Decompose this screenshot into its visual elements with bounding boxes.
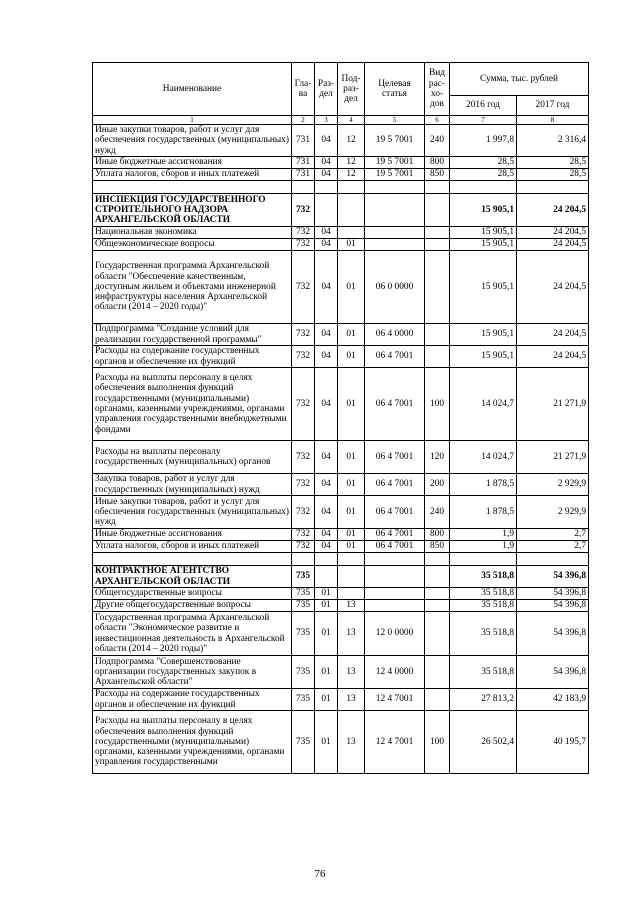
section-cell: 01 <box>315 656 338 689</box>
sum-2017-cell: 24 204,5 <box>517 227 589 239</box>
row-name: Иные бюджетные ассигнования <box>93 529 292 541</box>
table-row <box>93 125 589 157</box>
target-article-cell: 06 4 7001 <box>365 541 425 553</box>
chapter-cell: 735 <box>292 566 315 588</box>
row-name: Иные закупки товаров, работ и услуг для обеспечения государственных (муниципальных) нужд <box>93 496 292 529</box>
subsection-cell: 12 <box>338 169 365 181</box>
row-name: Подпрограмма "Создание условий для реализации государственной программы" <box>93 324 292 346</box>
sum-2017-cell: 24 204,5 <box>517 194 589 227</box>
subsection-cell: 01 <box>338 239 365 251</box>
budget-table <box>92 62 589 774</box>
column-number: 4 <box>338 116 365 125</box>
sum-2016-cell: 35 518,8 <box>450 588 517 600</box>
header-subsection: Под- раз- дел <box>338 63 365 116</box>
row-name: Расходы на выплаты персоналу в целях обеспечения выполнения функций государственными (муниципальными) органами, казенными учреждениями, органами управления государственными внебюджетными фондами <box>93 368 292 441</box>
empty-cell <box>450 181 517 194</box>
expense-type-cell <box>425 612 450 656</box>
table-row <box>93 474 589 496</box>
subsection-cell <box>338 227 365 239</box>
expense-type-cell <box>425 346 450 368</box>
row-name: Другие общегосударственные вопросы <box>93 600 292 612</box>
table-row <box>93 711 589 774</box>
chapter-cell: 735 <box>292 711 315 774</box>
empty-cell <box>315 553 338 566</box>
department-row <box>93 194 589 227</box>
chapter-cell: 735 <box>292 656 315 689</box>
sum-2017-cell: 54 396,8 <box>517 600 589 612</box>
row-name: Расходы на содержание государственных органов и обеспечение их функций <box>93 689 292 711</box>
chapter-cell: 731 <box>292 169 315 181</box>
empty-cell <box>292 181 315 194</box>
section-cell: 01 <box>315 588 338 600</box>
table-row <box>93 251 589 324</box>
subsection-cell: 01 <box>338 529 365 541</box>
empty-cell <box>315 181 338 194</box>
chapter-cell: 732 <box>292 227 315 239</box>
target-article-cell: 12 4 7001 <box>365 711 425 774</box>
row-name: Национальная экономика <box>93 227 292 239</box>
table-row <box>93 541 589 553</box>
sum-2016-cell: 27 813,2 <box>450 689 517 711</box>
section-cell: 04 <box>315 227 338 239</box>
sum-2016-cell: 35 518,8 <box>450 600 517 612</box>
chapter-cell: 735 <box>292 600 315 612</box>
subsection-cell: 01 <box>338 346 365 368</box>
expense-type-cell: 850 <box>425 541 450 553</box>
chapter-cell: 735 <box>292 612 315 656</box>
chapter-cell: 732 <box>292 324 315 346</box>
section-cell <box>315 194 338 227</box>
sum-2016-cell: 1 997,8 <box>450 125 517 157</box>
section-cell: 04 <box>315 251 338 324</box>
sum-2017-cell: 2,7 <box>517 541 589 553</box>
target-article-cell <box>365 239 425 251</box>
table-row <box>93 656 589 689</box>
subsection-cell: 01 <box>338 541 365 553</box>
sum-2016-cell: 35 518,8 <box>450 612 517 656</box>
empty-cell <box>365 553 425 566</box>
row-name: Расходы на выплаты персоналу в целях обеспечения выполнения функций государственными (муниципальными) органами, казенными учреждениями, органами управления государственными <box>93 711 292 774</box>
spacer-row <box>93 553 589 566</box>
target-article-cell: 06 4 7001 <box>365 474 425 496</box>
empty-cell <box>292 553 315 566</box>
empty-cell <box>517 553 589 566</box>
expense-type-cell <box>425 588 450 600</box>
column-number: 8 <box>517 116 589 125</box>
section-cell: 01 <box>315 711 338 774</box>
expense-type-cell: 240 <box>425 496 450 529</box>
subsection-cell: 01 <box>338 474 365 496</box>
sum-2016-cell: 15 905,1 <box>450 227 517 239</box>
row-name: Расходы на содержание государственных органов и обеспечение их функций <box>93 346 292 368</box>
row-name: Расходы на выплаты персоналу государственных (муниципальных) органов <box>93 441 292 474</box>
sum-2017-cell: 28,5 <box>517 169 589 181</box>
expense-type-cell <box>425 324 450 346</box>
page-number: 76 <box>314 868 326 880</box>
target-article-cell: 06 4 0000 <box>365 324 425 346</box>
expense-type-cell <box>425 600 450 612</box>
sum-2016-cell: 15 905,1 <box>450 194 517 227</box>
table-row <box>93 324 589 346</box>
sum-2017-cell: 2 316,4 <box>517 125 589 157</box>
sum-2016-cell: 14 024,7 <box>450 441 517 474</box>
header-year-2017: 2017 год <box>517 96 589 116</box>
chapter-cell: 732 <box>292 541 315 553</box>
empty-cell <box>338 181 365 194</box>
header-year-2016: 2016 год <box>450 96 517 116</box>
subsection-cell: 13 <box>338 600 365 612</box>
table-row <box>93 346 589 368</box>
section-cell <box>315 566 338 588</box>
row-name: Уплата налогов, сборов и иных платежей <box>93 541 292 553</box>
target-article-cell <box>365 194 425 227</box>
table-row <box>93 496 589 529</box>
subsection-cell <box>338 194 365 227</box>
chapter-cell: 732 <box>292 251 315 324</box>
sum-2016-cell: 28,5 <box>450 157 517 169</box>
section-cell: 04 <box>315 239 338 251</box>
empty-cell <box>450 553 517 566</box>
section-cell: 04 <box>315 474 338 496</box>
section-cell: 04 <box>315 541 338 553</box>
empty-cell <box>93 181 292 194</box>
empty-cell <box>93 553 292 566</box>
sum-2016-cell: 1,9 <box>450 529 517 541</box>
table-row <box>93 157 589 169</box>
subsection-cell: 13 <box>338 711 365 774</box>
sum-2017-cell: 24 204,5 <box>517 346 589 368</box>
chapter-cell: 732 <box>292 474 315 496</box>
sum-2017-cell: 54 396,8 <box>517 656 589 689</box>
expense-type-cell: 120 <box>425 441 450 474</box>
table-header <box>93 63 589 125</box>
chapter-cell: 735 <box>292 588 315 600</box>
target-article-cell: 12 0 0000 <box>365 612 425 656</box>
subsection-cell: 12 <box>338 157 365 169</box>
target-article-cell: 12 4 7001 <box>365 689 425 711</box>
expense-type-cell: 800 <box>425 157 450 169</box>
expense-type-cell <box>425 656 450 689</box>
section-cell: 04 <box>315 441 338 474</box>
sum-2017-cell: 40 195,7 <box>517 711 589 774</box>
expense-type-cell <box>425 251 450 324</box>
row-name: Государственная программа Архангельской области "Экономическое развитие и инвестиционная деятельность в Архангельской области (2014 – 2020 годы)" <box>93 612 292 656</box>
target-article-cell: 19 5 7001 <box>365 125 425 157</box>
row-name: Иные закупки товаров, работ и услуг для обеспечения государственных (муниципальных) нужд <box>93 125 292 157</box>
section-cell: 04 <box>315 368 338 441</box>
chapter-cell: 732 <box>292 496 315 529</box>
chapter-cell: 732 <box>292 529 315 541</box>
target-article-cell <box>365 566 425 588</box>
department-row <box>93 566 589 588</box>
sum-2017-cell: 54 396,8 <box>517 612 589 656</box>
sum-2017-cell: 54 396,8 <box>517 566 589 588</box>
expense-type-cell <box>425 227 450 239</box>
target-article-cell: 06 4 7001 <box>365 441 425 474</box>
target-article-cell <box>365 227 425 239</box>
chapter-cell: 735 <box>292 689 315 711</box>
target-article-cell: 19 5 7001 <box>365 157 425 169</box>
sum-2017-cell: 21 271,9 <box>517 368 589 441</box>
sum-2017-cell: 2 929,9 <box>517 496 589 529</box>
chapter-cell: 731 <box>292 125 315 157</box>
table-row <box>93 600 589 612</box>
sum-2016-cell: 15 905,1 <box>450 324 517 346</box>
sum-2016-cell: 35 518,8 <box>450 656 517 689</box>
sum-2016-cell: 1 878,5 <box>450 474 517 496</box>
empty-cell <box>338 553 365 566</box>
row-name: Подпрограмма "Совершенствование организации государственных закупок в Архангельской области" <box>93 656 292 689</box>
target-article-cell: 12 4 0000 <box>365 656 425 689</box>
header-sum: Сумма, тыс. рублей <box>450 63 589 96</box>
chapter-cell: 732 <box>292 239 315 251</box>
row-name: Уплата налогов, сборов и иных платежей <box>93 169 292 181</box>
section-cell: 04 <box>315 529 338 541</box>
target-article-cell <box>365 600 425 612</box>
header-section: Раз- дел <box>315 63 338 116</box>
subsection-cell: 12 <box>338 125 365 157</box>
subsection-cell: 01 <box>338 441 365 474</box>
row-name: КОНТРАКТНОЕ АГЕНТСТВО АРХАНГЕЛЬСКОЙ ОБЛАСТИ <box>93 566 292 588</box>
subsection-cell <box>338 588 365 600</box>
chapter-cell: 732 <box>292 194 315 227</box>
column-number: 7 <box>450 116 517 125</box>
table-row <box>93 368 589 441</box>
empty-cell <box>517 181 589 194</box>
sum-2016-cell: 14 024,7 <box>450 368 517 441</box>
sum-2016-cell: 15 905,1 <box>450 239 517 251</box>
expense-type-cell <box>425 194 450 227</box>
row-name: Общегосударственные вопросы <box>93 588 292 600</box>
section-cell: 01 <box>315 600 338 612</box>
empty-cell <box>425 181 450 194</box>
spacer-row <box>93 181 589 194</box>
section-cell: 04 <box>315 157 338 169</box>
subsection-cell: 13 <box>338 612 365 656</box>
sum-2017-cell: 2,7 <box>517 529 589 541</box>
target-article-cell: 06 4 7001 <box>365 368 425 441</box>
section-cell: 04 <box>315 125 338 157</box>
subsection-cell: 13 <box>338 656 365 689</box>
row-name: Закупка товаров, работ и услуг для государственных (муниципальных) нужд <box>93 474 292 496</box>
subsection-cell: 13 <box>338 689 365 711</box>
column-number: 5 <box>365 116 425 125</box>
section-cell: 01 <box>315 689 338 711</box>
sum-2017-cell: 2 929,9 <box>517 474 589 496</box>
header-expense-type: Вид рас- хо- дов <box>425 63 450 116</box>
empty-cell <box>425 553 450 566</box>
sum-2017-cell: 28,5 <box>517 157 589 169</box>
expense-type-cell: 850 <box>425 169 450 181</box>
expense-type-cell <box>425 566 450 588</box>
column-number-row <box>93 116 589 125</box>
empty-cell <box>365 181 425 194</box>
expense-type-cell: 800 <box>425 529 450 541</box>
column-number: 2 <box>292 116 315 125</box>
section-cell: 04 <box>315 346 338 368</box>
subsection-cell: 01 <box>338 496 365 529</box>
row-name: Иные бюджетные ассигнования <box>93 157 292 169</box>
target-article-cell: 06 4 7001 <box>365 346 425 368</box>
column-number: 3 <box>315 116 338 125</box>
sum-2016-cell: 1,9 <box>450 541 517 553</box>
expense-type-cell <box>425 689 450 711</box>
row-name: Государственная программа Архангельской области "Обеспечение качественным, доступным жильем и объектами инженерной инфраструктуры населения Архангельской области (2014 – 2020 годы)" <box>93 251 292 324</box>
target-article-cell: 06 4 7001 <box>365 496 425 529</box>
subsection-cell <box>338 566 365 588</box>
header-name: Наименование <box>93 63 292 116</box>
column-number: 1 <box>93 116 292 125</box>
expense-type-cell <box>425 239 450 251</box>
table-row <box>93 529 589 541</box>
expense-type-cell: 100 <box>425 711 450 774</box>
header-chapter: Гла- ва <box>292 63 315 116</box>
subsection-cell: 01 <box>338 251 365 324</box>
table-row <box>93 227 589 239</box>
sum-2016-cell: 28,5 <box>450 169 517 181</box>
table-row <box>93 441 589 474</box>
target-article-cell: 19 5 7001 <box>365 169 425 181</box>
row-name: ИНСПЕКЦИЯ ГОСУДАРСТВЕННОГО СТРОИТЕЛЬНОГО НАДЗОРА АРХАНГЕЛЬСКОЙ ОБЛАСТИ <box>93 194 292 227</box>
sum-2017-cell: 24 204,5 <box>517 239 589 251</box>
chapter-cell: 732 <box>292 346 315 368</box>
sum-2016-cell: 35 518,8 <box>450 566 517 588</box>
subsection-cell: 01 <box>338 368 365 441</box>
sum-2017-cell: 42 183,9 <box>517 689 589 711</box>
chapter-cell: 732 <box>292 368 315 441</box>
sum-2017-cell: 54 396,8 <box>517 588 589 600</box>
subsection-cell: 01 <box>338 324 365 346</box>
section-cell: 01 <box>315 612 338 656</box>
table-row <box>93 588 589 600</box>
column-number: 6 <box>425 116 450 125</box>
expense-type-cell: 240 <box>425 125 450 157</box>
sum-2017-cell: 24 204,5 <box>517 251 589 324</box>
chapter-cell: 732 <box>292 441 315 474</box>
sum-2016-cell: 1 878,5 <box>450 496 517 529</box>
expense-type-cell: 100 <box>425 368 450 441</box>
target-article-cell: 06 4 7001 <box>365 529 425 541</box>
table-row <box>93 169 589 181</box>
table-row <box>93 239 589 251</box>
sum-2017-cell: 24 204,5 <box>517 324 589 346</box>
table-row <box>93 689 589 711</box>
table-row <box>93 612 589 656</box>
target-article-cell: 06 0 0000 <box>365 251 425 324</box>
sum-2017-cell: 21 271,9 <box>517 441 589 474</box>
row-name: Общеэкономические вопросы <box>93 239 292 251</box>
section-cell: 04 <box>315 169 338 181</box>
section-cell: 04 <box>315 496 338 529</box>
section-cell: 04 <box>315 324 338 346</box>
header-target-article: Целевая статья <box>365 63 425 116</box>
table-body <box>93 125 589 774</box>
sum-2016-cell: 15 905,1 <box>450 251 517 324</box>
expense-type-cell: 200 <box>425 474 450 496</box>
sum-2016-cell: 15 905,1 <box>450 346 517 368</box>
target-article-cell <box>365 588 425 600</box>
chapter-cell: 731 <box>292 157 315 169</box>
sum-2016-cell: 26 502,4 <box>450 711 517 774</box>
